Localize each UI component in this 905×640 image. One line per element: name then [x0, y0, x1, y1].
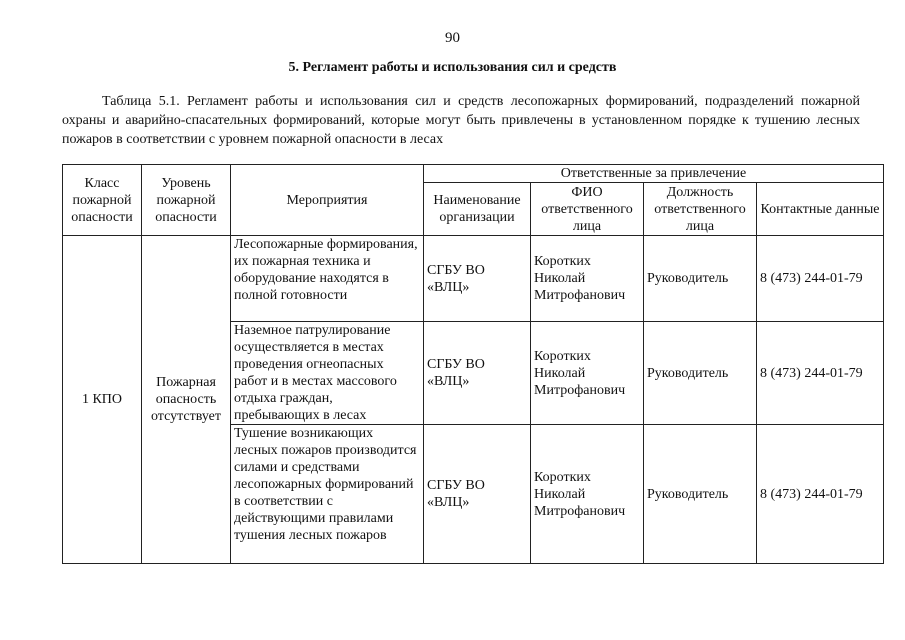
measure-cell: Наземное патрулирование осуществляется в местах проведения огнеопасных работ и в местах массового отдыха граждан, пребывающих в лесах [231, 322, 424, 425]
regulation-table [62, 164, 884, 564]
level-value: Пожарная опасность отсутствует [142, 236, 231, 564]
header-contacts: Контактные данные [757, 183, 884, 236]
contacts-cell: 8 (473) 244-01-79 [757, 236, 884, 322]
position-cell: Руководитель [644, 425, 757, 564]
page-number: 90 [445, 30, 460, 46]
header-class: Класс пожарной опасности [63, 165, 142, 236]
header-measures: Мероприятия [231, 165, 424, 236]
table-row [63, 236, 884, 322]
header-org: Наименование организации [424, 183, 531, 236]
org-cell: СГБУ ВО «ВЛЦ» [424, 236, 531, 322]
measure-cell: Тушение возникающих лесных пожаров производится силами и средствами лесопожарных формирований в соответствии с действующими правилами тушения лесных пожаров [231, 425, 424, 564]
contacts-cell: 8 (473) 244-01-79 [757, 425, 884, 564]
org-cell: СГБУ ВО «ВЛЦ» [424, 322, 531, 425]
fio-cell: Коротких Николай Митрофанович [531, 322, 644, 425]
header-position: Должность ответственного лица [644, 183, 757, 236]
header-responsible: Ответственные за привлечение [424, 165, 884, 183]
header-level: Уровень пожарной опасности [142, 165, 231, 236]
position-cell: Руководитель [644, 236, 757, 322]
class-value: 1 КПО [63, 236, 142, 564]
org-cell: СГБУ ВО «ВЛЦ» [424, 425, 531, 564]
position-cell: Руководитель [644, 322, 757, 425]
measure-cell: Лесопожарные формирования, их пожарная техника и оборудование находятся в полной готовности [231, 236, 424, 322]
fio-cell: Коротких Николай Митрофанович [531, 425, 644, 564]
fio-cell: Коротких Николай Митрофанович [531, 236, 644, 322]
table-caption: Таблица 5.1. Регламент работы и использования сил и средств лесопожарных формирований, подразделений пожарной охраны и аварийно-спасательных формирований, которые могут быть привлечены в установленном порядке к тушению лесных пожаров в соответствии с уровнем пожарной опасности в лесах [62, 94, 860, 147]
contacts-cell: 8 (473) 244-01-79 [757, 322, 884, 425]
section-title: 5. Регламент работы и использования сил и средств [288, 60, 617, 75]
header-fio: ФИО ответственного лица [531, 183, 644, 236]
